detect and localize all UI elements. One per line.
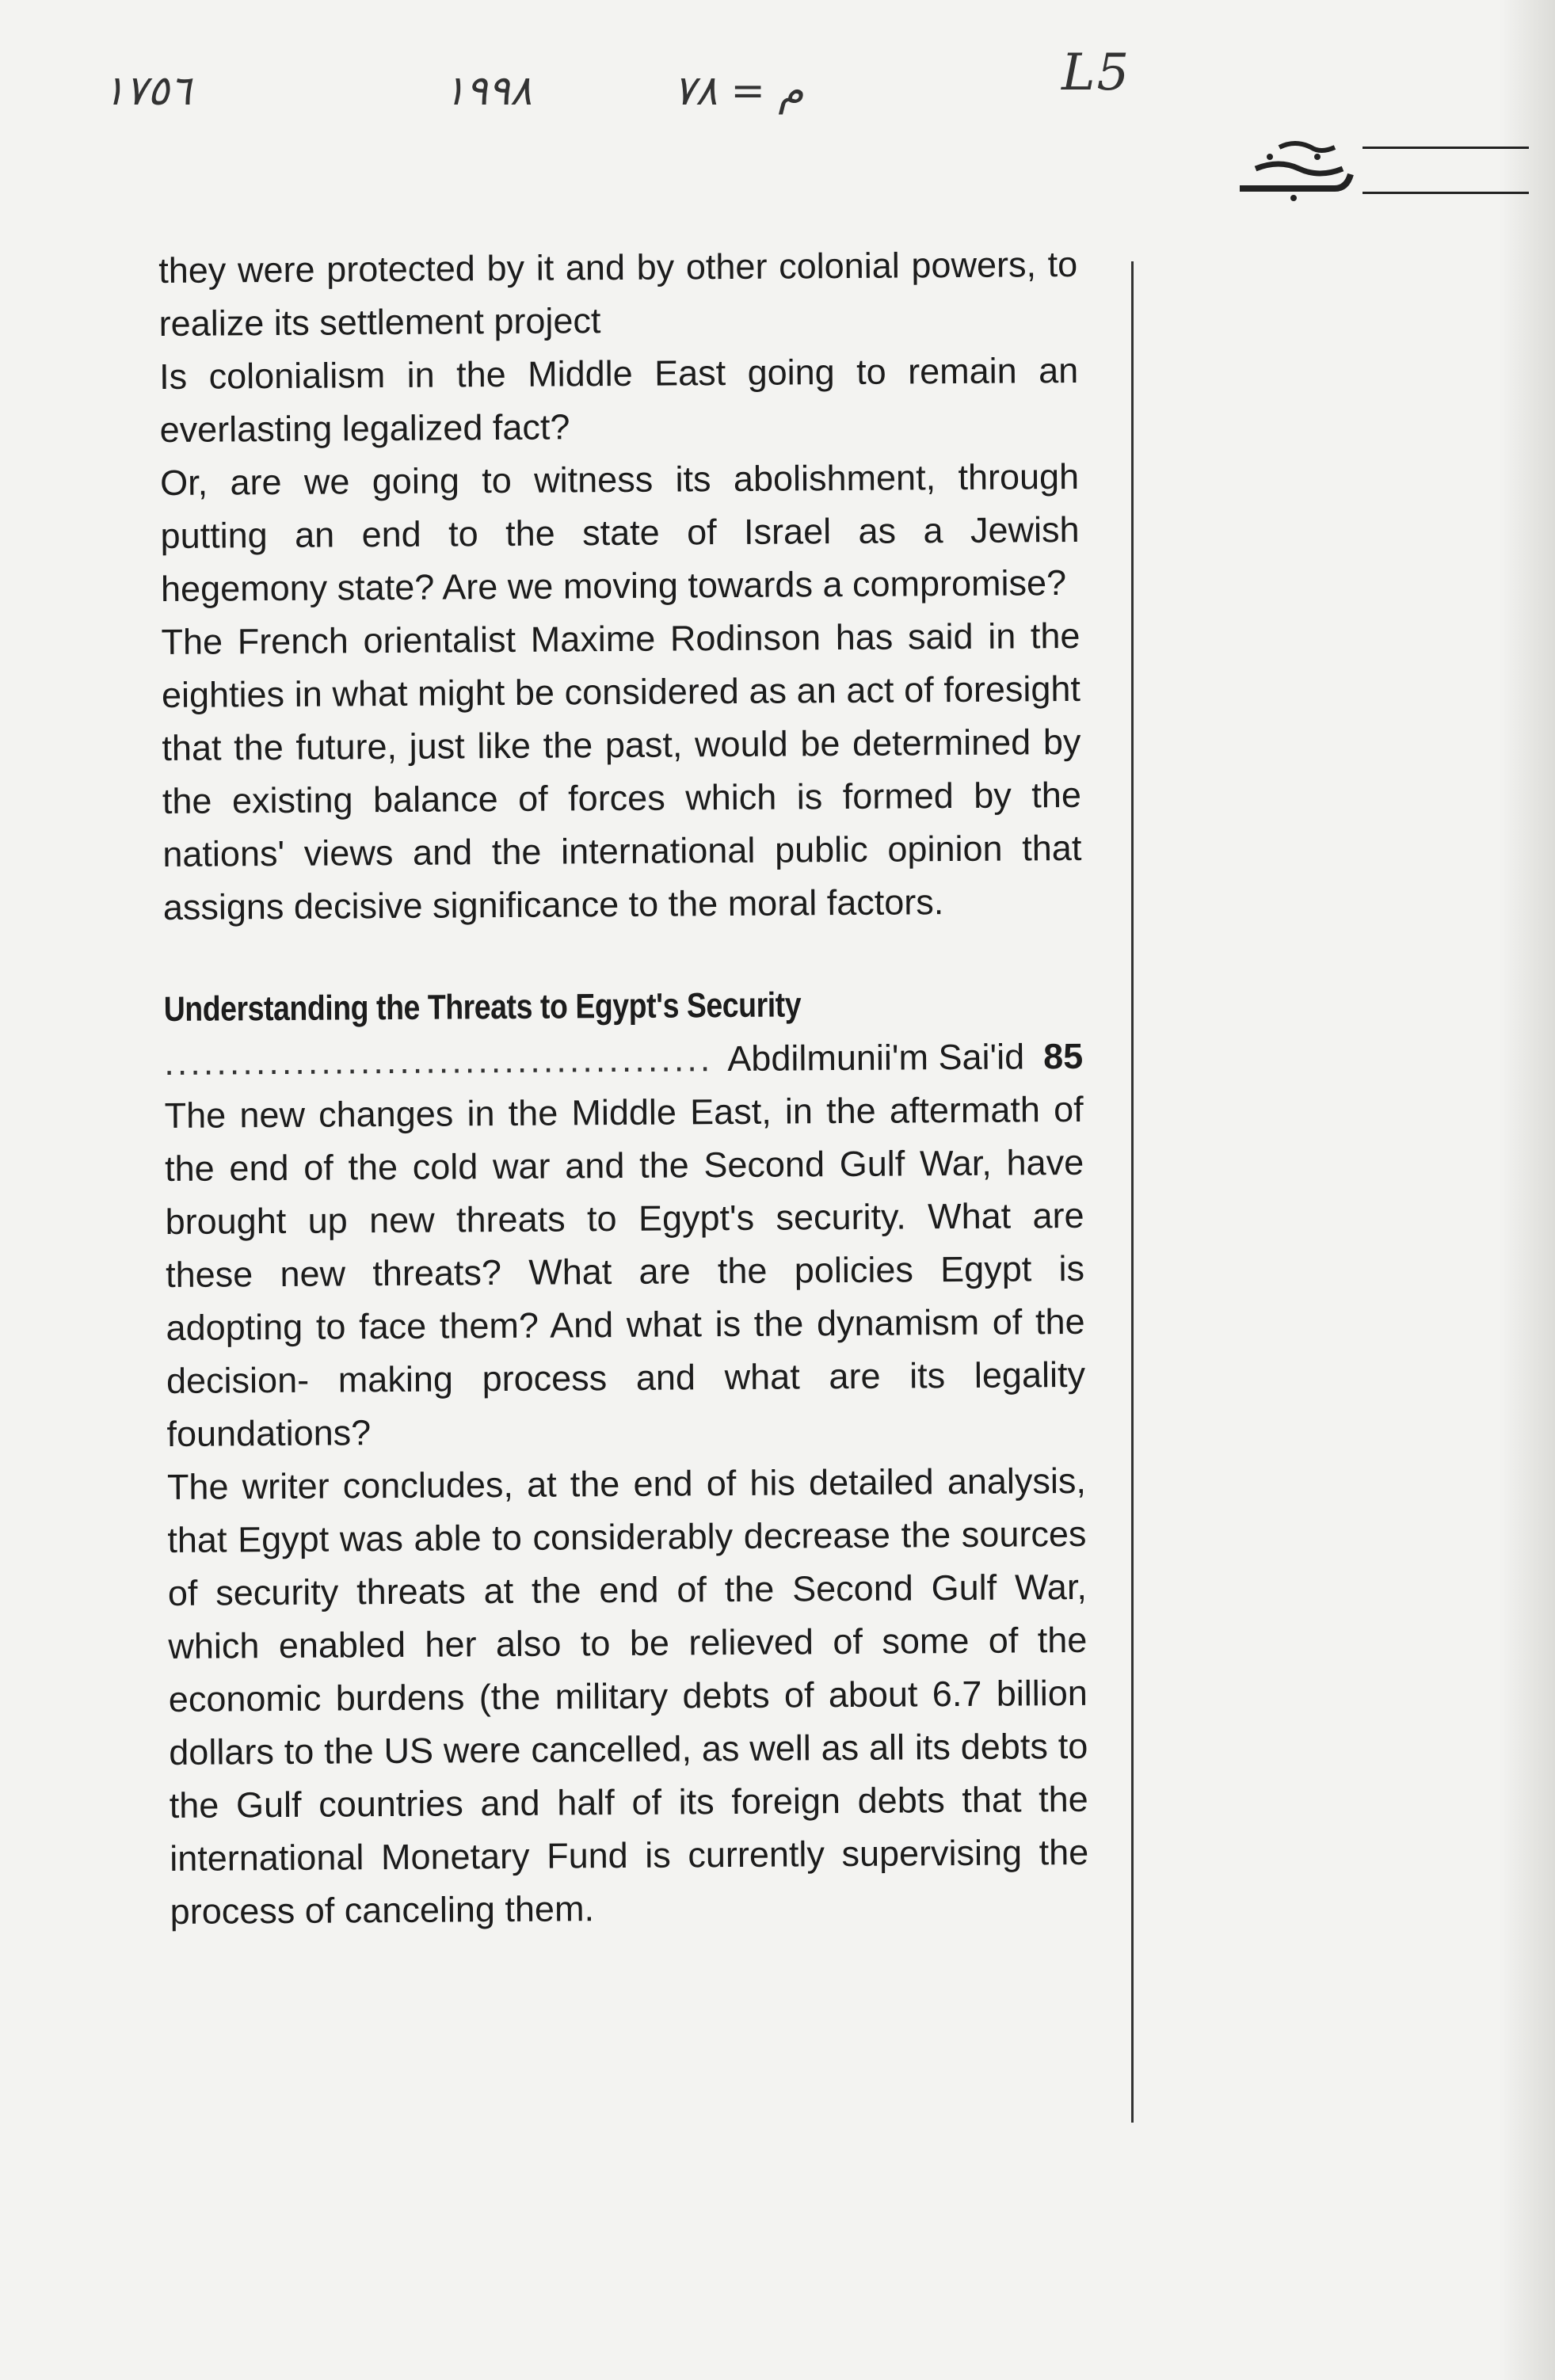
page-number: 85 <box>1042 1035 1084 1077</box>
header-rule-top <box>1363 147 1529 149</box>
page-edge-shadow <box>1500 0 1555 2380</box>
column-divider <box>1131 261 1134 2123</box>
paragraph: The French orientalist Maxime Rodinson has said in the eighties in what might be considered as an act of foresight that the future, just like the past, would be determined by the existing balance of forces which is formed by the nations' views and the international public opinion that assigns decisive significance to the moral factors. <box>161 615 1082 927</box>
dot-leader: .......................................... <box>164 1038 714 1083</box>
header-rule-bottom <box>1363 192 1529 194</box>
paragraph: The new changes in the Middle East, in the aftermath of the end of the cold war and the Second Gulf War, have brought up new threats to Egypt's security. What are these new threats? What are the policies Egypt is adopting to face them? And what is the dynamism of the decision- making process and what are its legality foundations? <box>164 1088 1086 1454</box>
handwritten-number-3: م = ٧٨ <box>673 67 804 115</box>
handwritten-number-2: ١٩٩٨ <box>444 67 532 115</box>
journal-logo-icon <box>1232 133 1359 204</box>
paragraph: they were protected by it and by other colonial powers, to realize its settlement project <box>158 243 1078 344</box>
paragraph: Or, are we going to witness its abolishment, through putting an end to the state of Israel as a Jewish hegemony state? Are we moving towards a compromise? <box>159 455 1080 609</box>
handwritten-number-4: L5 <box>1061 44 1131 102</box>
author-name: Abdilmunii'm Sai'id <box>727 1036 1025 1080</box>
handwritten-number-1: ١٧٥٦ <box>103 67 192 115</box>
section-title: Understanding the Threats to Egypt's Security <box>163 985 802 1029</box>
paragraph: The writer concludes, at the end of his detailed analysis, that Egypt was able to considerably decrease the sources of security threats at the end of the Second Gulf War, which enabled her also to be relieved of some of the economic burdens (the military debts of about 6.7 billion dollars to the US were cancelled, as well as all its debts to the Gulf countries and half of its foreign debts that the international Monetary Fund is currently supervising the process of canceling them. <box>166 1460 1089 1932</box>
byline <box>164 1030 1083 1089</box>
article-text-column <box>158 238 1089 1938</box>
paragraph: Is colonialism in the Middle East going to remain an everlasting legalized fact? <box>158 349 1079 450</box>
